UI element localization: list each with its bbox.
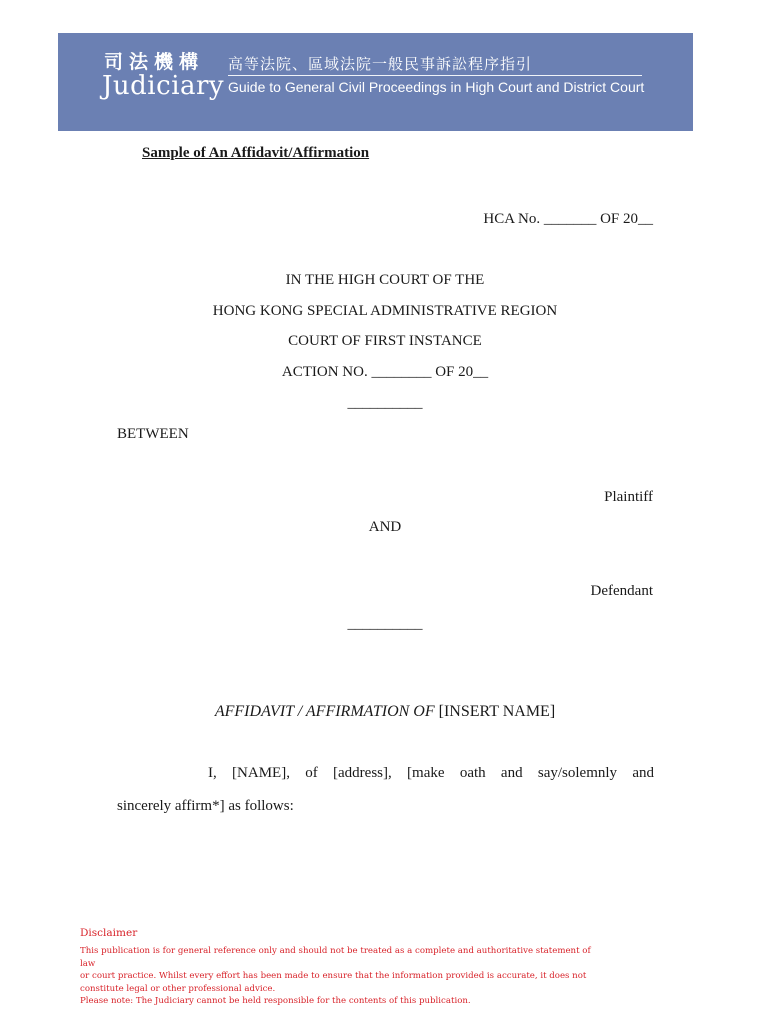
court-line-3: COURT OF FIRST INSTANCE xyxy=(288,333,482,349)
disclaimer-line: constitute legal or other professional advice. xyxy=(80,983,276,994)
header-banner xyxy=(58,33,693,131)
body-paragraph-line-2: sincerely affirm*] as follows: xyxy=(117,798,294,814)
affidavit-title-name: [INSERT NAME] xyxy=(434,703,556,720)
separator-line: __________ xyxy=(347,616,423,632)
court-line-1: IN THE HIGH COURT OF THE xyxy=(285,272,485,288)
banner-title-chinese: 高等法院、區域法院一般民事訴訟程序指引 xyxy=(228,55,533,73)
court-line-2: HONG KONG SPECIAL ADMINISTRATIVE REGION xyxy=(212,303,558,319)
banner-divider xyxy=(228,75,642,76)
disclaimer-line: This publication is for general reference only and should not be treated as a complete and authoritative statement of law xyxy=(80,946,591,969)
case-number: HCA No. _______ OF 20__ xyxy=(483,211,653,227)
affidavit-title xyxy=(0,703,770,721)
disclaimer-block xyxy=(80,927,600,1008)
disclaimer-heading: Disclaimer xyxy=(80,927,138,939)
banner-title-english: Guide to General Civil Proceedings in High Court and District Court xyxy=(228,79,645,95)
action-number: ACTION NO. ________ OF 20__ xyxy=(281,364,489,380)
disclaimer-line: Please note: The Judiciary cannot be held responsible for the contents of this publication. xyxy=(80,996,471,1006)
and-label: AND xyxy=(368,519,402,535)
separator-line: __________ xyxy=(347,395,423,411)
judiciary-logo-english: Judiciary xyxy=(102,71,225,101)
disclaimer-text xyxy=(80,945,600,1008)
between-label: BETWEEN xyxy=(117,426,189,442)
body-paragraph-line-1: I, [NAME], of [address], [make oath and say/solemnly and xyxy=(208,765,654,781)
plaintiff-label: Plaintiff xyxy=(604,489,653,505)
defendant-label: Defendant xyxy=(590,583,653,599)
judiciary-logo-chinese: 司法機構 xyxy=(104,51,205,73)
affidavit-title-italic: AFFIDAVIT / AFFIRMATION OF xyxy=(214,703,435,720)
document-heading: Sample of An Affidavit/Affirmation xyxy=(142,145,370,161)
disclaimer-line: or court practice. Whilst every effort has been made to ensure that the information provided is accurate, it does not xyxy=(80,971,587,981)
